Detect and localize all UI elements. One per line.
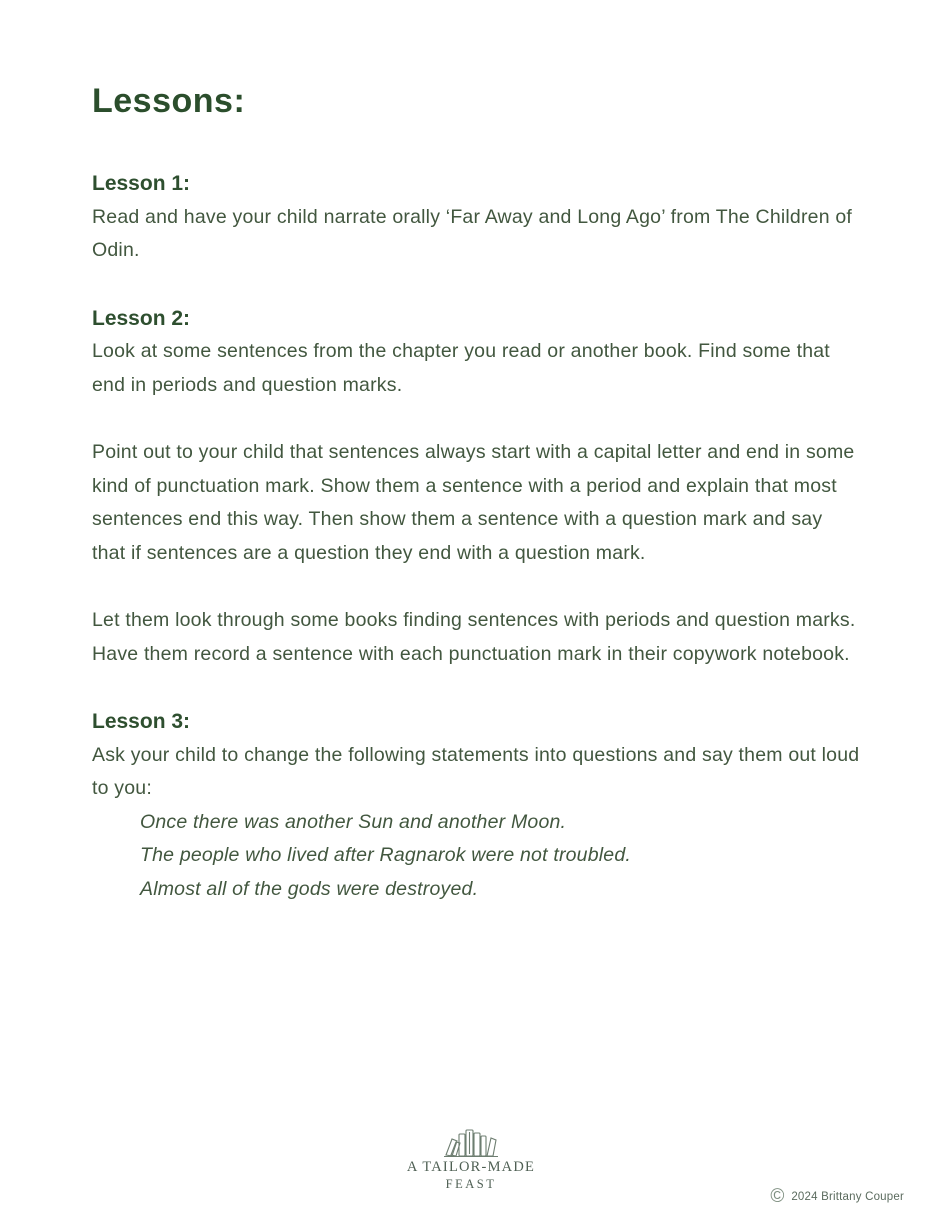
lesson-1-section <box>92 167 860 268</box>
brand-name-line2: FEAST <box>445 1177 497 1191</box>
lesson-content <box>92 82 860 940</box>
lesson-2-title: Lesson 2: <box>92 306 191 330</box>
lesson-3-section <box>92 705 860 906</box>
books-stack-icon <box>442 1126 500 1158</box>
lesson-1-body: Read and have your child narrate orally ‘Far Away and Long Ago’ from The Children of Odin. <box>92 205 853 261</box>
lesson-2-body: Look at some sentences from the chapter you read or another book. Find some that end in periods and question marks. <box>92 340 830 396</box>
page-title: Lessons: <box>92 82 246 120</box>
statement-item: Almost all of the gods were destroyed. <box>140 877 479 900</box>
copyright-text: 2024 Brittany Couper <box>791 1190 904 1203</box>
paragraph-text: Point out to your child that sentences always start with a capital letter and end in some kind of punctuation mark. Show them a sentence with a period and explain that most sentences end this way. Then show them a sentence with a question mark and say that if sentences are a question they end with a question mark. <box>92 441 855 564</box>
paragraph-text: Let them look through some books finding sentences with periods and question marks. Have them record a sentence with each punctuation mark in their copywork notebook. <box>92 609 856 665</box>
copyright-icon: © <box>770 1186 785 1207</box>
brand-name-line1: A TAILOR-MADE <box>406 1159 536 1175</box>
lesson-2-section <box>92 302 860 403</box>
statement-list <box>92 806 860 907</box>
lesson-1-title: Lesson 1: <box>92 172 191 195</box>
lesson-3-title: Lesson 3: <box>92 710 191 733</box>
copyright-notice <box>770 1187 904 1206</box>
statement-item: Once there was another Sun and another Moon. <box>140 810 567 833</box>
lesson-2-paragraph-3 <box>92 604 860 671</box>
statement-item: The people who lived after Ragnarok were not troubled. <box>140 844 632 866</box>
brand-logo <box>0 1126 942 1192</box>
lesson-2-paragraph-2 <box>92 436 860 570</box>
lesson-3-intro: Ask your child to change the following statements into questions and say them out loud to you: <box>92 743 860 799</box>
